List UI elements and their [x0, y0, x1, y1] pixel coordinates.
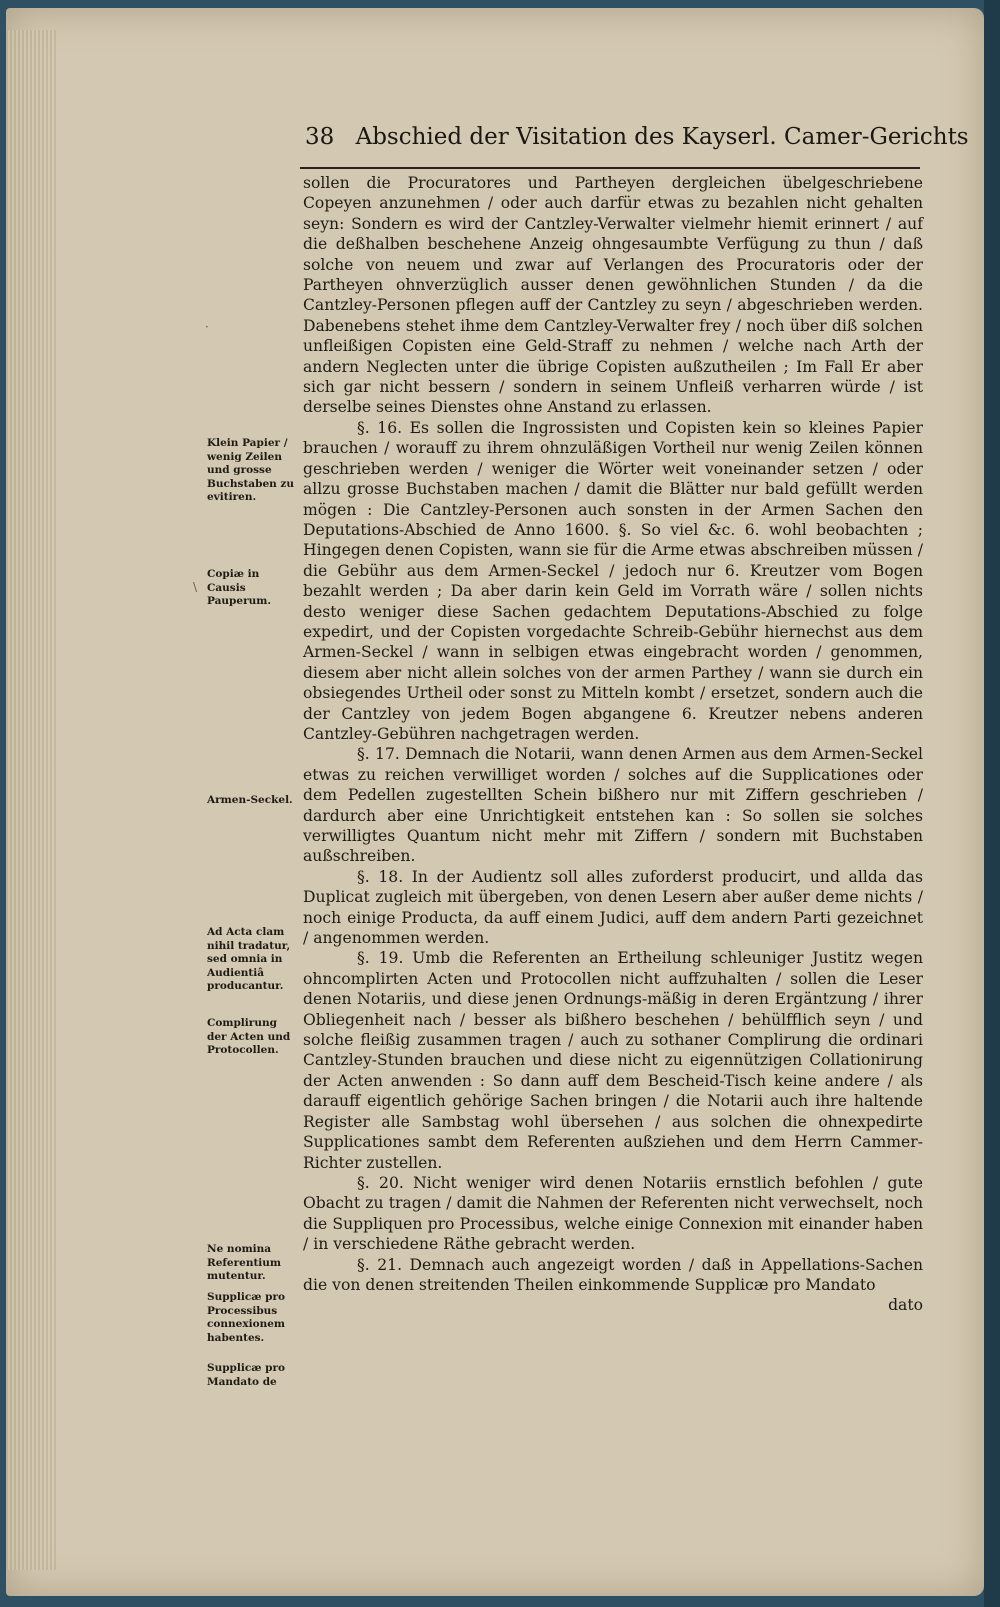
paragraph-section-20: §. 20. Nicht weniger wird denen Notariis ernstlich befohlen / gute Obacht zu tragen / damit die Nahmen der Referenten nicht verwechselt, noch die Suppliquen pro Processibus, welche einige Connexion mit einander haben / in verschiedene Räthe gebracht werden. — [303, 1173, 923, 1254]
paragraph-section-19: §. 19. Umb die Referenten an Ertheilung schleuniger Justitz wegen ohncomplirten Acten und Protocollen nicht auffzuhalten / sollen die Leser denen Notariis, und diese jenen Ordnungs-mäßig in deren Ergäntzung / ihrer Obliegenheit nach / besser als bißhero beschehen / behülfflich seyn / und solche fleißig zusammen tragen / auch zu sothaner Complirung die ordinari Cantzley-Stunden brauchen und diese nicht zu eigennützigen Collationirung der Acten anwenden : So dann auff dem Bescheid-Tisch keine andere / als darauff eigentlich gehörige Sachen bringen / die Notarii auch ihre haltende Register alle Sambstag wohl übersehen / aus solchen die ohnexpedirte Supplicationes sambt dem Referenten außziehen und dem Herrn Cammer-Richter zustellen. — [303, 949, 923, 1172]
background-strip — [984, 0, 1000, 1607]
marginal-note: Supplicæ pro Mandato de — [207, 1362, 286, 1388]
marginal-note: Ad Acta clam nihil tradatur, sed omnia in Audientiâ producantur. — [207, 926, 291, 992]
paragraph-section-18: §. 18. In der Audientz soll alles zuforderst producirt, und allda das Duplicat zugleich mit übergeben, von denen Lesern aber außer deme nichts / noch einige Producta, da auff einem Judici, auff dem andern Parti gezeichnet / angenommen werden. — [303, 867, 923, 948]
marginal-note: Complirung der Acten und Protocollen. — [207, 1017, 291, 1056]
header-rule — [300, 167, 920, 169]
page-edge-stack — [6, 30, 56, 1570]
marginal-note: Supplicæ pro Processibus connexionem habentes. — [207, 1291, 286, 1344]
marginal-note: Klein Papier / wenig Zeilen und grosse Buchstaben zu evitiren. — [207, 437, 295, 503]
marginal-note: Copiæ in Causis Pauperum. — [207, 568, 272, 607]
running-title: Abschied der Visitation des Kayserl. Camer-Gerichts — [355, 124, 969, 150]
catchword: dato — [888, 1296, 923, 1315]
main-text — [303, 173, 923, 1316]
page-number: 38 — [305, 124, 335, 150]
paragraph-continuation: sollen die Procuratores und Partheyen dergleichen übelgeschriebene Copeyen anzunehmen / oder auch darfür etwas zu bezahlen nicht gehalten seyn: Sondern es wird der Cantzley-Verwalter vielmehr hiemit erinnert / auf die deßhalben beschehene Anzeig ohngesaumbte Verfügung zu thun / daß solche von neuem und zwar auf Verlangen des Procuratoris oder der Partheyen ohnverzüglich ausser denen gewöhnlichen Stunden / da die Cantzley-Personen pflegen auff der Cantzley zu seyn / abgeschrieben werden. Dabenebens stehet ihme dem Cantzley-Verwalter frey / noch über diß solchen unfleißigen Copisten eine Geld-Straff zu nehmen / welche nach Arth der andern Neglecten unter die übrige Copisten außzutheilen ; Im Fall Er aber sich gar nicht bessern / sondern in seinem Unfleiß verharren würde / ist derselbe seines Dienstes ohne Anstand zu erlassen. — [303, 174, 923, 417]
paragraph-section-16: §. 16. Es sollen die Ingrossisten und Copisten kein so kleines Papier brauchen / worauff zu ihrem ohnzuläßigen Vortheil nur wenig Zeilen können geschrieben werden / weniger die Wörter weit voneinander setzen / oder allzu grosse Buchstaben machen / damit die Blätter nur bald gefüllt werden mögen : Die Cantzley-Personen auch sonsten in der Armen Sachen den Deputations-Abschied de Anno 1600. §. So viel &c. 6. wohl beobachten ; Hingegen denen Copisten, wann sie für die Arme etwas abschreiben müssen / die Gebühr aus dem Armen-Seckel / jedoch nur 6. Kreutzer vom Bogen bezahlt werden ; Da aber darin kein Geld im Vorrath wäre / sollen nichts desto weniger diese Sachen gedachtem Deputations-Abschied zu folge expedirt, und der Copisten vorgedachte Schreib-Gebühr hiernechst aus dem Armen-Seckel / wann in selbigen etwas eingebracht worden / genommen, diesem aber nicht allein solches von der armen Parthey / wann sie durch ein obsiegendes Urtheil oder sonst zu Mitteln kombt / ersetzet, sondern auch die der Cantzley von jedem Bogen abgangene 6. Kreutzer nebens anderen Cantzley-Gebühren nachgetragen werden. — [303, 418, 923, 743]
marginal-note: Armen-Seckel. — [207, 794, 293, 806]
paragraph-section-17: §. 17. Demnach die Notarii, wann denen Armen aus dem Armen-Seckel etwas zu reichen verwilliget worden / solches auf die Supplicationes oder dem Pedellen zugestellten Schein bißhero nur mit Ziffern geschrieben / dardurch aber eine Unrichtigkeit entstehen kan : So sollen sie solches verwilligtes Quantum nicht mehr mit Ziffern / sondern mit Buchstaben außschreiben. — [303, 745, 923, 866]
ink-speck: · — [205, 320, 209, 334]
marginal-note: Ne nomina Referentium mutentur. — [207, 1243, 282, 1282]
paragraph-section-21: §. 21. Demnach auch angezeigt worden / daß in Appellations-Sachen die von denen streitenden Theilen einkommende Supplicæ pro Mandato — [303, 1255, 923, 1294]
ink-speck: \ — [193, 580, 198, 594]
running-header — [305, 124, 969, 150]
